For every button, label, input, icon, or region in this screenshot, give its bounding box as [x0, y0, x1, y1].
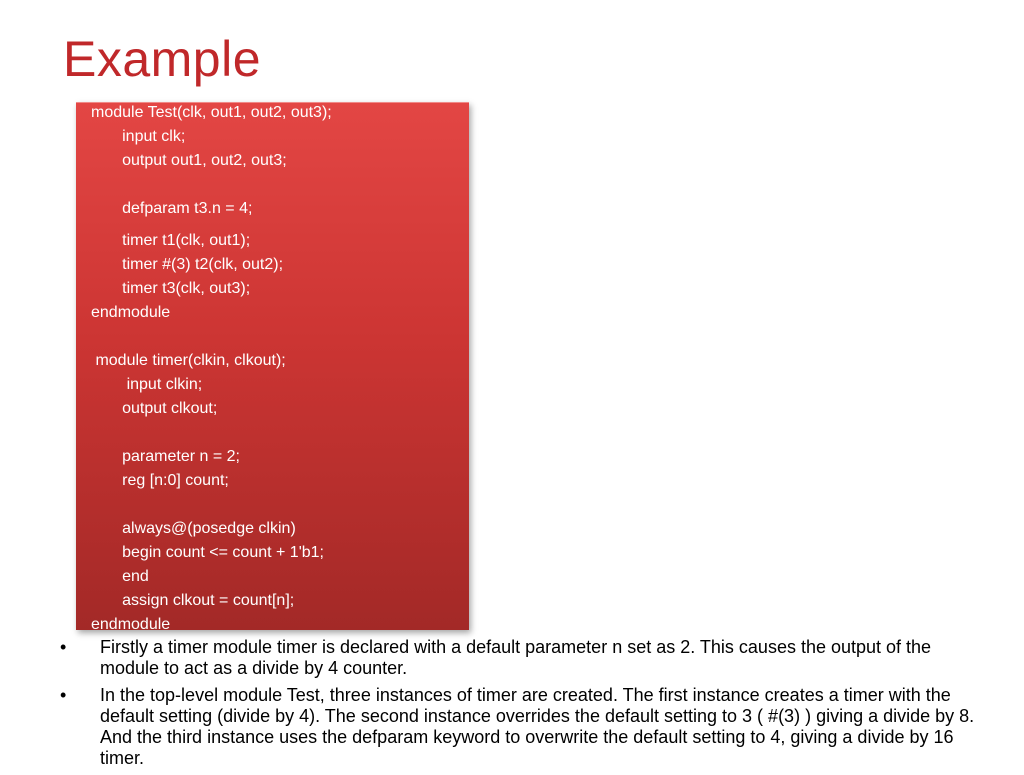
- code-line: endmodule: [91, 616, 171, 633]
- code-line: begin count <= count + 1'b1;: [91, 544, 324, 561]
- code-line: parameter n = 2;: [91, 448, 240, 465]
- bullet-text: In the top-level module Test, three instances of timer are created. The first instance creates a timer with the default setting (divide by 4). The second instance overrides the default setting to 3 ( #(3) ) giving a divide by 8. And the third instance uses the defparam keyword to overwrite the default setting to 4, giving a divide by 16 timer.: [100, 685, 975, 768]
- slide-title: Example: [63, 31, 262, 87]
- code-line: reg [n:0] count;: [91, 472, 229, 489]
- code-line: defparam t3.n = 4;: [91, 200, 253, 217]
- bullet-list: [60, 637, 980, 775]
- code-line-blank: [91, 325, 332, 349]
- bullet-text: Firstly a timer module timer is declared with a default parameter n set as 2. This causes the output of the module to act as a divide by 4 counter.: [100, 637, 932, 678]
- code-listing: [91, 101, 332, 637]
- bullet-icon: •: [60, 637, 67, 657]
- bullet-item: [60, 637, 980, 679]
- code-line: assign clkout = count[n];: [91, 592, 295, 609]
- code-line: timer t3(clk, out3);: [91, 280, 251, 297]
- code-line: always@(posedge clkin): [91, 520, 296, 537]
- code-line: end: [91, 568, 149, 585]
- code-line: output out1, out2, out3;: [91, 152, 287, 169]
- code-line-blank: [91, 173, 332, 197]
- code-line: output clkout;: [91, 400, 218, 417]
- code-line-blank: [91, 493, 332, 517]
- code-line: module Test(clk, out1, out2, out3);: [91, 104, 332, 121]
- code-line: endmodule: [91, 304, 171, 321]
- code-line-blank: [91, 421, 332, 445]
- code-line: timer t1(clk, out1);: [91, 232, 251, 249]
- code-line: input clkin;: [91, 376, 203, 393]
- code-line: timer #(3) t2(clk, out2);: [91, 256, 284, 273]
- bullet-icon: •: [60, 685, 67, 705]
- code-line: module timer(clkin, clkout);: [91, 352, 286, 369]
- bullet-item: [60, 685, 980, 769]
- code-line-blank: [91, 221, 332, 229]
- code-line: input clk;: [91, 128, 186, 145]
